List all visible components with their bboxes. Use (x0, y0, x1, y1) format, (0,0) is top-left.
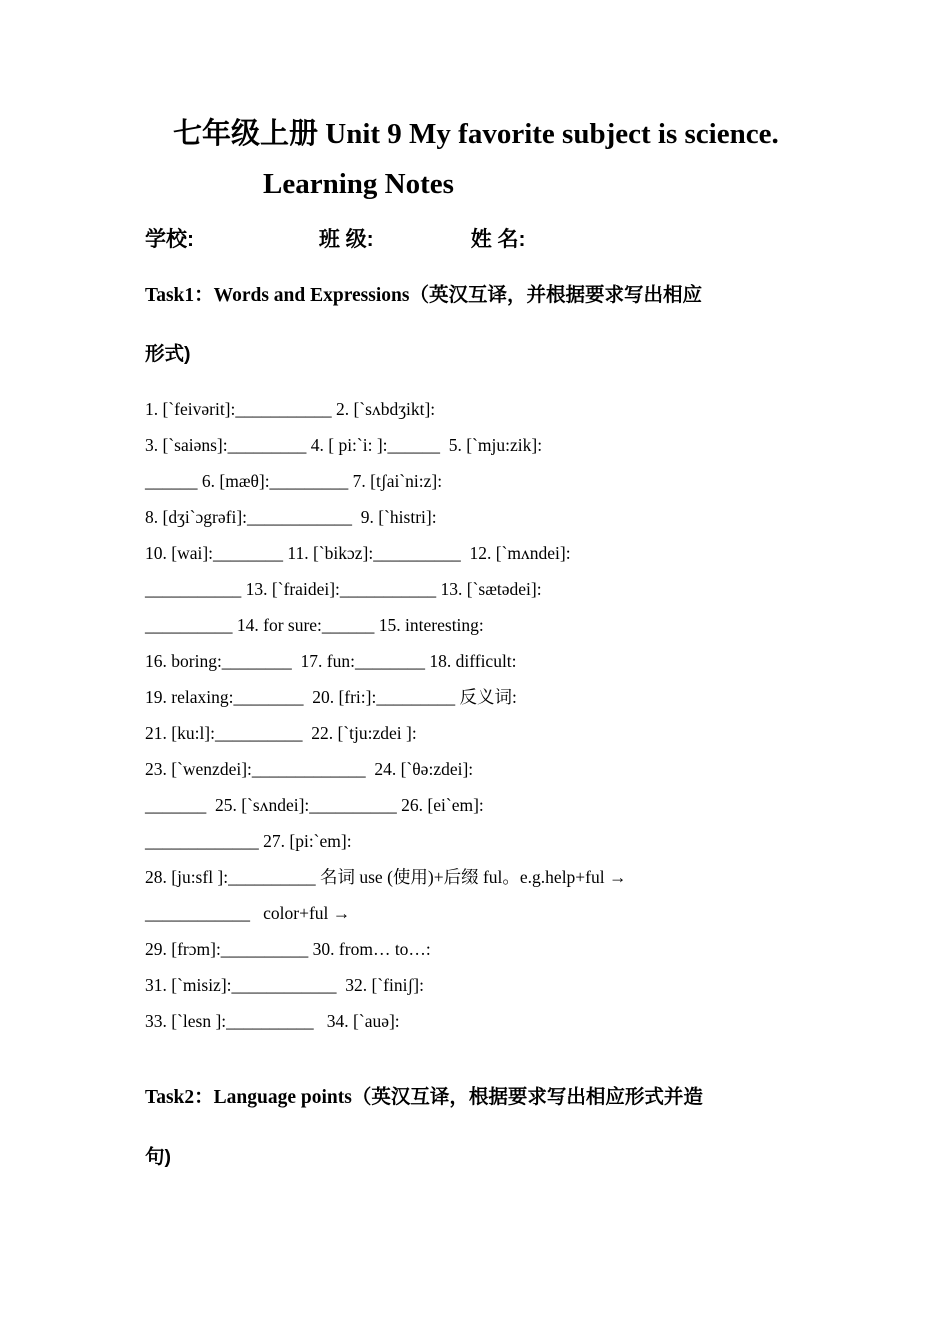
word-line-4: 8. [dʒi`ɔgrəfi]:____________ 9. [`histri]: (145, 507, 437, 528)
task2-description-continued: 句) (145, 1145, 171, 1168)
header-fields-row (145, 223, 810, 253)
word-line-5: 10. [wai]:________ 11. [`bikɔz]:__________ 12. [`mʌndei]: (145, 543, 571, 564)
word-line-6: ___________ 13. [`fraidei]:___________ 13. [`sætədei]: (145, 579, 542, 600)
task1-description-continued: 形式) (145, 342, 191, 365)
name-label: 姓 名: (470, 227, 526, 251)
class-label: 班 级: (318, 227, 374, 251)
word-line-11: 23. [`wenzdei]:_____________ 24. [`θə:zdei]: (145, 759, 474, 780)
task1-description: （英汉互译，并根据要求写出相应 (409, 283, 702, 306)
word-line-2: 3. [`saiəns]:_________ 4. [ pi:`i: ]:______ 5. [`mju:zik]: (145, 435, 543, 456)
word-line-8: 16. boring:________ 17. fun:________ 18. difficult: (145, 651, 517, 672)
word-line-16: 29. [frɔm]:__________ 30. from… to…: (145, 939, 431, 960)
word-line-3: ______ 6. [mæθ]:_________ 7. [tʃai`ni:z]: (145, 471, 443, 492)
word-line-1: 1. [`feivərit]:___________ 2. [`sʌbdʒikt]: (145, 399, 436, 420)
document-title (173, 116, 810, 152)
word-line-18: 33. [`lesn ]:__________ 34. [`auə]: (145, 1011, 400, 1032)
task1-label: Task1：Words and Expressions (145, 284, 410, 306)
word-expression-list (145, 391, 810, 1039)
task2-label: Task2：Language points (145, 1087, 352, 1109)
word-line-15: ____________ color+ful → (145, 903, 351, 924)
document-subtitle: Learning Notes (263, 168, 454, 201)
word-line-17: 31. [`misiz]:____________ 32. [`finiʃ]: (145, 975, 424, 996)
task1-heading (145, 283, 810, 308)
title-english-part: Unit 9 My favorite subject is science. (318, 118, 779, 150)
word-line-12: _______ 25. [`sʌndei]:__________ 26. [ei`em]: (145, 795, 484, 816)
word-line-10: 21. [ku:l]:__________ 22. [`tju:zdei ]: (145, 723, 417, 744)
task2-heading (145, 1085, 810, 1110)
word-line-13: _____________ 27. [pi:`em]: (145, 831, 352, 852)
word-line-7: __________ 14. for sure:______ 15. interesting: (145, 615, 484, 636)
word-line-14: 28. [ju:sfl ]:__________ 名词 use (使用)+后缀 ful。e.g.help+ful → (145, 867, 627, 888)
title-chinese-part: 七年级上册 (173, 118, 319, 150)
word-line-9: 19. relaxing:________ 20. [fri:]:_________ 反义词: (145, 687, 517, 708)
school-label: 学校: (145, 227, 194, 251)
task2-description: （英汉互译，根据要求写出相应形式并造 (351, 1086, 703, 1109)
